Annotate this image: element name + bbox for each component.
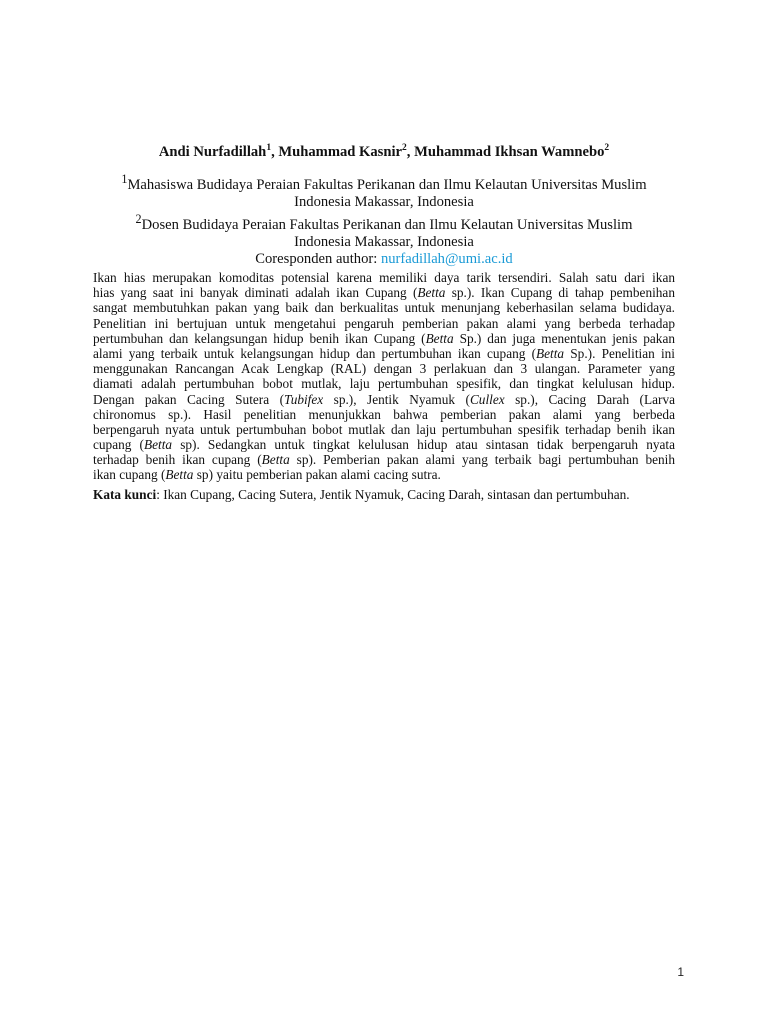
abstract-line [93, 316, 675, 331]
corresponding-email-link[interactable]: nurfadillah@umi.ac.id [380, 251, 513, 268]
affil-marker: 2 [135, 212, 142, 227]
abstract-text: Dengan pakan Cacing Sutera ( [93, 391, 285, 407]
abstract-text: chironomus sp.). Hasil penelitian menunjukkan bahwa pemberian pakan alami yang berbeda [93, 406, 675, 422]
affiliation-1-line-2: Indonesia Makassar, Indonesia [294, 193, 474, 210]
abstract-text: hias yang saat ini banyak diminati adalah ikan Cupang ( [93, 285, 418, 301]
author-2 [278, 144, 414, 160]
keywords-line [93, 487, 693, 502]
abstract-line [93, 376, 675, 391]
italic-species-name: Betta [261, 452, 290, 468]
italic-species-name: Tubifex [284, 391, 324, 407]
affiliation-2-line-1 [0, 211, 768, 234]
affil-marker: 1 [121, 172, 128, 186]
italic-species-name: Betta [425, 330, 454, 346]
abstract-text: sp). Sedangkan untuk tingkat kelulusan hidup atau sintasan tidak berpengaruh nyata [172, 437, 675, 453]
abstract-line [93, 361, 675, 376]
abstract-text: menggunakan Rancangan Acak Lengkap (RAL) dengan 3 perlakuan dan 3 ulangan. Parameter yang [93, 361, 675, 377]
abstract-text: cupang ( [93, 437, 144, 453]
abstract-text: alami yang terbaik untuk kelangsungan hidup dan pertumbuhan ikan cupang ( [93, 345, 537, 361]
author-affil-marker: 2 [402, 143, 407, 154]
author-name: Andi Nurfadillah [158, 144, 267, 160]
abstract-text: terhadap benih ikan cupang ( [93, 452, 262, 468]
italic-species-name: Cullex [469, 391, 505, 407]
affiliation-2-line-2: Indonesia Makassar, Indonesia [294, 234, 474, 250]
author-3 [414, 144, 609, 160]
abstract-line [93, 422, 675, 437]
corresponding-label: Coresponden author: [255, 251, 381, 268]
abstract-text: sangat membutuhkan pakan yang baik dan berkualitas untuk menunjang keberhasilan selama budidaya. [93, 300, 675, 316]
abstract-text: berpengaruh nyata untuk pertumbuhan bobot mutlak dan laju pertumbuhan spesifik terhadap benih ikan [93, 421, 675, 437]
abstract-line [93, 407, 675, 422]
abstract-text: pertumbuhan dan kelangsungan hidup benih ikan Cupang ( [93, 330, 426, 346]
affil-text: Mahasiswa Budidaya Peraian Fakultas Perikanan dan Ilmu Kelautan Universitas Muslim [127, 176, 647, 193]
abstract-line [93, 467, 675, 482]
abstract-text: sp.). Ikan Cupang di tahap pembenihan [445, 285, 675, 301]
abstract-text: sp) yaitu pemberian pakan alami cacing sutra. [193, 467, 441, 483]
abstract-line [93, 392, 675, 407]
corresponding-author [0, 251, 768, 268]
author-affil-marker: 2 [604, 143, 610, 154]
affiliations [0, 171, 768, 268]
abstract-text: Ikan hias merupakan komoditas potensial karena memiliki daya tarik tersendiri. Salah satu dari ikan [93, 270, 675, 285]
affiliation-1-line-1 [0, 171, 768, 194]
abstract-text: Sp.) dan juga menentukan jenis pakan [453, 330, 675, 346]
abstract-paragraph [93, 270, 675, 483]
abstract-line [93, 346, 675, 361]
abstract-line [93, 300, 675, 315]
keywords-text: : Ikan Cupang, Cacing Sutera, Jentik Nyamuk, Cacing Darah, sintasan dan pertumbuhan. [156, 487, 630, 502]
author-separator: , [406, 144, 415, 160]
italic-species-name: Betta [143, 437, 173, 453]
author-name: Muhammad Ikhsan Wamnebo [414, 144, 605, 160]
author-affil-marker: 1 [266, 143, 272, 154]
abstract-line [93, 452, 675, 467]
italic-species-name: Betta [165, 467, 194, 483]
author-separator: , [271, 144, 279, 160]
author-1 [159, 144, 279, 160]
author-list [0, 143, 768, 161]
author-name: Muhammad Kasnir [278, 144, 403, 160]
abstract-text: ikan cupang ( [93, 467, 166, 483]
abstract-text: sp). Pemberian pakan alami yang terbaik bagi pertumbuhan benih [289, 452, 675, 468]
italic-species-name: Betta [417, 285, 446, 301]
abstract-text: sp.), Cacing Darah (Larva [504, 391, 675, 407]
affil-text: Dosen Budidaya Peraian Fakultas Perikanan dan Ilmu Kelautan Universitas Muslim [141, 216, 633, 233]
abstract-text: Penelitian ini bertujuan untuk mengetahui pengaruh pemberian pakan alami yang berbeda terhadap [93, 315, 675, 331]
page-number: 1 [677, 965, 684, 979]
abstract-text: Sp.). Penelitian ini [564, 345, 675, 361]
abstract-text: sp.), Jentik Nyamuk ( [323, 391, 470, 407]
italic-species-name: Betta [536, 345, 565, 361]
abstract-line [93, 437, 675, 452]
abstract-line [93, 285, 675, 300]
abstract-text: diamati adalah pertumbuhan bobot mutlak, laju pertumbuhan spesifik, dan tingkat kelulusan hidup. [93, 376, 675, 392]
abstract-line [93, 331, 675, 346]
abstract-line [93, 270, 675, 285]
keywords-label: Kata kunci [93, 487, 157, 502]
